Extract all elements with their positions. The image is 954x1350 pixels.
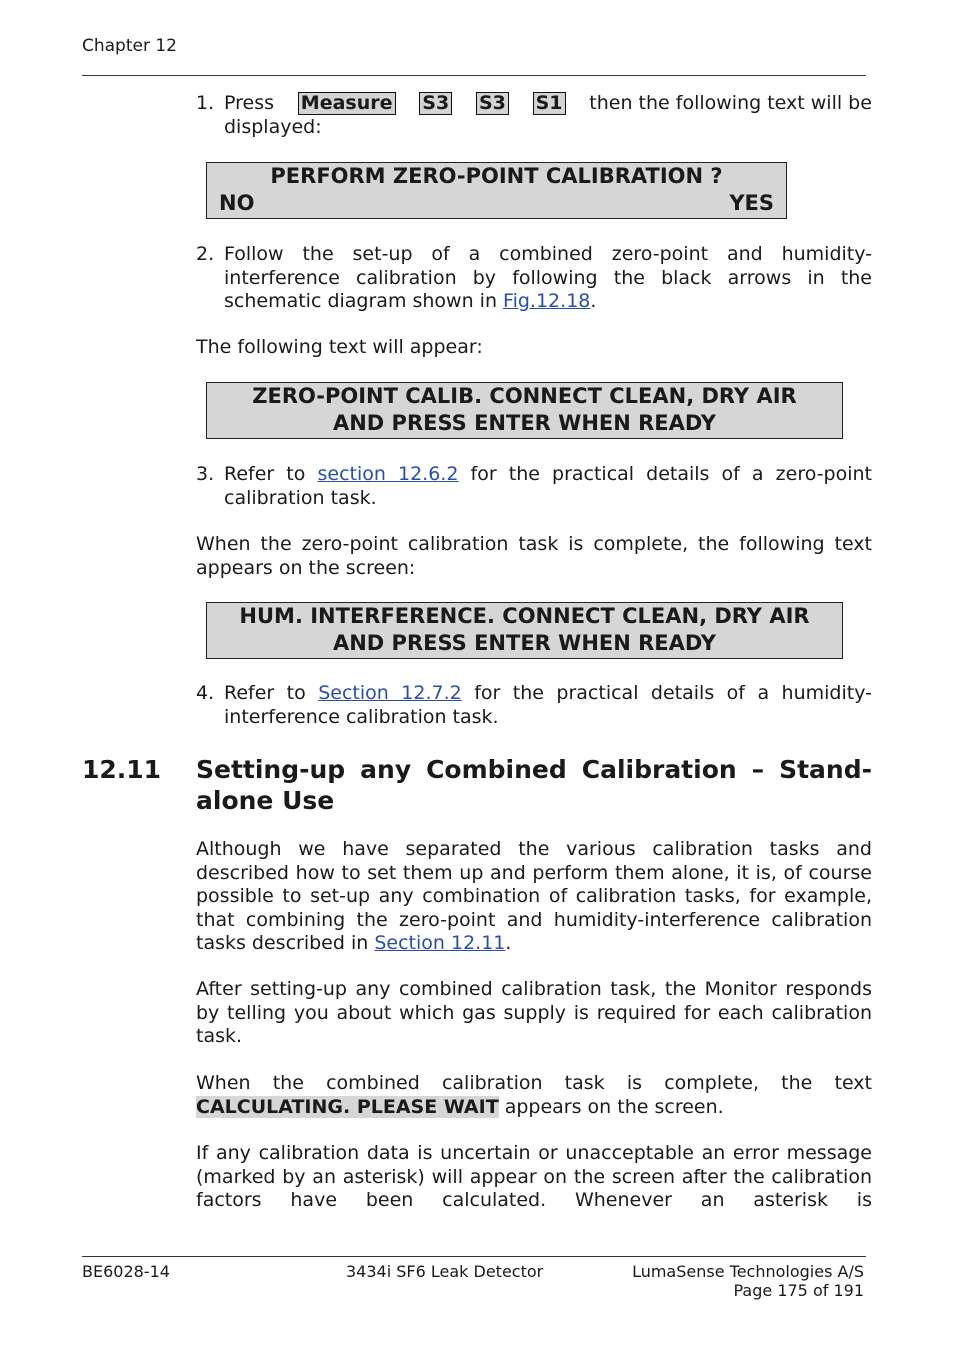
section-12-7-2-link[interactable]: Section 12.7.2 — [318, 682, 462, 704]
section-number: 12.11 — [82, 755, 162, 784]
s1-key: S1 — [533, 92, 566, 115]
step-3-number: 3. — [196, 463, 215, 485]
calculating-highlight: CALCULATING. PLEASE WAIT — [196, 1095, 499, 1118]
screen-1-line-1: PERFORM ZERO-POINT CALIBRATION ? — [270, 164, 723, 188]
step-1-then-text: then the following text will be — [589, 92, 872, 114]
footer-product-name: 3434i SF6 Leak Detector — [346, 1262, 544, 1281]
step-3-post-text: for the practical details of a zero-point calibration task. — [224, 463, 873, 509]
footer-page-number: Page 175 of 191 — [733, 1281, 864, 1300]
header-rule — [82, 75, 866, 76]
section-12-11-link[interactable]: Section 12.11 — [374, 932, 506, 954]
step-1-press-text: Press — [224, 92, 275, 114]
screen-3-line-1: HUM. INTERFERENCE. CONNECT CLEAN, DRY AIR — [239, 604, 810, 628]
s3-key-second: S3 — [476, 92, 509, 115]
p1-text: Although we have separated the various calibration tasks and described how to set them up and perform them alone, it is, of course possible to set-up any combination of calibration tasks, for example, that combining the zero-point and humidity-interference calibration tasks described in — [196, 838, 872, 954]
step-3 — [196, 463, 872, 510]
screen-1-yes: YES — [729, 191, 774, 215]
display-screen-zero-point-calib — [206, 382, 843, 439]
step-4-number: 4. — [196, 682, 215, 704]
step-1-displayed-text: displayed: — [224, 115, 322, 138]
footer-rule — [82, 1256, 866, 1257]
section-title: Setting-up any Combined Calibration – Stand-alone Use — [196, 755, 872, 815]
step-3-pre-text: Refer to — [224, 463, 306, 485]
section-12-6-2-link[interactable]: section 12.6.2 — [317, 463, 459, 485]
error-message-paragraph: If any calibration data is uncertain or unacceptable an error message (marked by an asterisk) will appear on the screen after the calibration factors have been calculated. Whenever an asterisk is — [196, 1142, 872, 1211]
zero-point-complete-paragraph: When the zero-point calibration task is complete, the following text appears on the screen: — [196, 533, 872, 579]
p3-pre-text: When the combined calibration task is complete, the text — [196, 1072, 872, 1094]
footer-doc-number: BE6028-14 — [82, 1262, 170, 1281]
display-screen-hum-interference — [206, 602, 843, 659]
p1-period: . — [505, 932, 512, 954]
footer-company: LumaSense Technologies A/S — [632, 1262, 864, 1281]
display-screen-zero-point-prompt — [206, 162, 787, 219]
screen-2-line-2: AND PRESS ENTER WHEN READY — [332, 411, 716, 435]
step-2-number: 2. — [196, 243, 215, 265]
monitor-responds-paragraph: After setting-up any combined calibration task, the Monitor responds by telling you about which gas supply is required for each calibration task. — [196, 978, 872, 1047]
screen-1-no: NO — [219, 191, 255, 215]
step-2-text: Follow the set-up of a combined zero-point and humidity-interference calibration by following the black arrows in the schematic diagram shown in — [224, 243, 872, 312]
step-4-post-text: for the practical details of a humidity-interference calibration task. — [224, 682, 872, 728]
following-text-paragraph: The following text will appear: — [196, 336, 483, 358]
screen-2-line-1: ZERO-POINT CALIB. CONNECT CLEAN, DRY AIR — [252, 384, 797, 408]
step-2 — [196, 243, 872, 314]
screen-3-line-2: AND PRESS ENTER WHEN READY — [332, 631, 716, 655]
step-1-number: 1. — [196, 92, 215, 114]
chapter-label: Chapter 12 — [82, 36, 178, 56]
separated-tasks-paragraph — [196, 838, 872, 956]
measure-key: Measure — [298, 92, 396, 115]
combined-complete-paragraph — [196, 1072, 872, 1119]
p3-post-text: appears on the screen. — [504, 1095, 724, 1118]
step-4 — [196, 682, 872, 729]
step-1 — [196, 92, 872, 139]
step-4-pre-text: Refer to — [224, 682, 306, 704]
fig-12-18-link[interactable]: Fig.12.18 — [503, 290, 591, 312]
s3-key: S3 — [419, 92, 452, 115]
step-2-period: . — [590, 290, 597, 312]
